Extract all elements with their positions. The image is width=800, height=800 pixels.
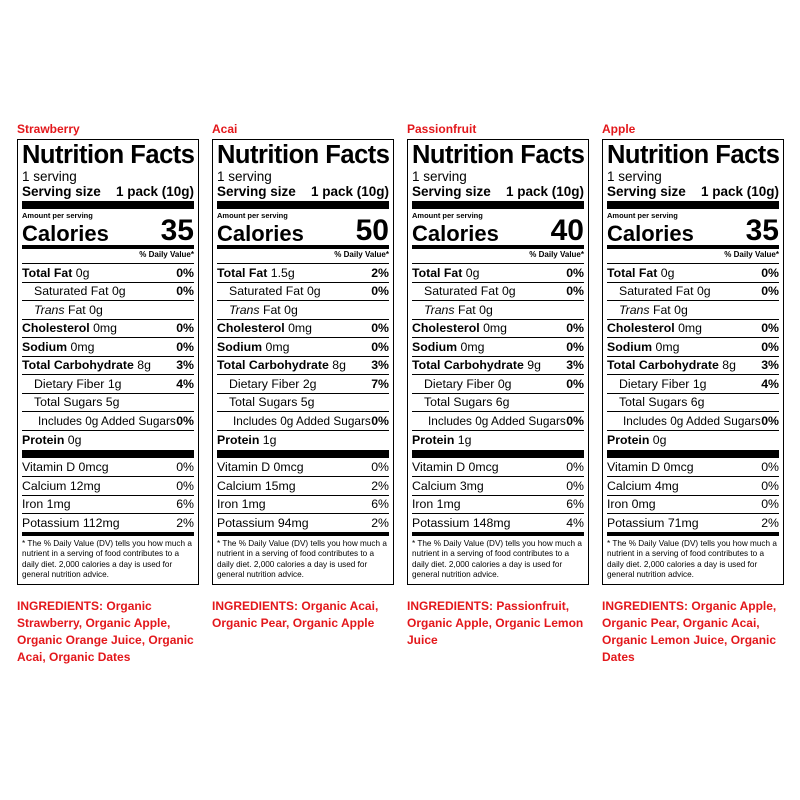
cholesterol-row bbox=[22, 320, 194, 339]
daily-value-footnote: * The % Daily Value (DV) tells you how much a nutrient in a serving of food contributes to a daily diet. 2,000 calories a day is used for general nutrition advice. bbox=[22, 538, 192, 579]
total-sugars-label: Total Sugars bbox=[34, 395, 103, 410]
calories-value: 40 bbox=[550, 214, 584, 247]
added-sugars-amount: 0g bbox=[85, 413, 99, 428]
potassium-amount: 148mg bbox=[472, 515, 511, 530]
amount-per-serving: Amount per serving bbox=[22, 211, 93, 220]
added-sugars-label: Added Sugars bbox=[491, 413, 566, 428]
protein-label: Protein bbox=[22, 433, 65, 447]
protein-label: Protein bbox=[412, 433, 455, 447]
iron-dv: 0% bbox=[761, 497, 779, 512]
iron-dv: 6% bbox=[371, 497, 389, 512]
ingredients-prefix: INGREDIENTS: bbox=[212, 598, 299, 613]
added-sugars-dv: 0% bbox=[566, 413, 584, 428]
nutrition-facts-panel bbox=[407, 139, 589, 585]
saturated-fat-row bbox=[22, 283, 194, 302]
added-sugars-row bbox=[217, 412, 389, 431]
saturated-fat-dv: 0% bbox=[566, 284, 584, 299]
potassium-amount: 71mg bbox=[667, 515, 699, 530]
vitamin-d-amount: 0mcg bbox=[78, 459, 109, 474]
vitamin-d-label: Vitamin D bbox=[607, 459, 661, 474]
calcium-label: Calcium bbox=[412, 478, 457, 493]
cholesterol-dv: 0% bbox=[176, 321, 194, 336]
potassium-label: Potassium bbox=[607, 515, 665, 530]
saturated-fat-dv: 0% bbox=[371, 284, 389, 299]
vitamin-d-label: Vitamin D bbox=[412, 459, 466, 474]
total-carbohydrate-amount: 8g bbox=[332, 358, 346, 373]
dietary-fiber-label: Dietary Fiber bbox=[424, 376, 495, 391]
sodium-label: Sodium bbox=[607, 339, 653, 354]
calcium-label: Calcium bbox=[607, 478, 652, 493]
nutrition-facts-title: Nutrition Facts bbox=[22, 141, 195, 169]
total-carbohydrate-label: Total Carbohydrate bbox=[217, 358, 329, 373]
servings-per-container: 1 serving bbox=[217, 169, 272, 184]
total-fat-dv: 0% bbox=[761, 265, 779, 280]
cholesterol-amount: 0mg bbox=[93, 321, 117, 336]
added-sugars-row bbox=[22, 412, 194, 431]
iron-amount: 0mg bbox=[631, 497, 656, 512]
vitamin-d-amount: 0mcg bbox=[663, 459, 694, 474]
includes-label: Includes bbox=[623, 413, 667, 428]
ingredients-list: Passionfruit, Organic Apple, Organic Lemon Juice bbox=[407, 598, 584, 647]
nutrition-facts-panel bbox=[17, 139, 199, 585]
calories-value: 35 bbox=[745, 214, 779, 247]
ingredients-list: Organic Apple, Organic Pear, Organic Acai, Organic Lemon Juice, Organic Dates bbox=[602, 598, 777, 664]
protein-amount: 0g bbox=[652, 433, 667, 447]
protein-row bbox=[412, 431, 584, 458]
calories-label: Calories bbox=[607, 221, 694, 246]
saturated-fat-amount: 0g bbox=[306, 284, 321, 299]
ingredients-prefix: INGREDIENTS: bbox=[17, 598, 104, 613]
cholesterol-label: Cholesterol bbox=[217, 321, 285, 336]
dietary-fiber-label: Dietary Fiber bbox=[34, 376, 105, 391]
trans-fat-suffix: Fat bbox=[64, 302, 86, 317]
potassium-row bbox=[22, 514, 194, 536]
protein-row bbox=[607, 431, 779, 458]
cholesterol-amount: 0mg bbox=[678, 321, 702, 336]
sodium-row bbox=[412, 338, 584, 357]
sodium-label: Sodium bbox=[217, 339, 263, 354]
potassium-label: Potassium bbox=[22, 515, 80, 530]
iron-amount: 1mg bbox=[46, 497, 71, 512]
dietary-fiber-amount: 2g bbox=[302, 376, 317, 391]
added-sugars-label: Added Sugars bbox=[101, 413, 176, 428]
iron-row bbox=[22, 496, 194, 515]
total-sugars-label: Total Sugars bbox=[619, 395, 688, 410]
ingredients-text bbox=[602, 598, 792, 666]
saturated-fat-row bbox=[607, 283, 779, 302]
saturated-fat-dv: 0% bbox=[761, 284, 779, 299]
sodium-dv: 0% bbox=[566, 339, 584, 354]
calcium-dv: 0% bbox=[566, 478, 584, 493]
nutrition-facts-title: Nutrition Facts bbox=[412, 141, 585, 169]
iron-dv: 6% bbox=[566, 497, 584, 512]
trans-fat-suffix: Fat bbox=[259, 302, 281, 317]
dietary-fiber-amount: 0g bbox=[497, 376, 512, 391]
sodium-amount: 0mg bbox=[460, 339, 485, 354]
calories-label: Calories bbox=[412, 221, 499, 246]
total-sugars-amount: 6g bbox=[690, 395, 705, 410]
serving-size-label: Serving size bbox=[607, 184, 686, 199]
saturated-fat-dv: 0% bbox=[176, 284, 194, 299]
vitamin-d-amount: 0mcg bbox=[468, 459, 499, 474]
total-carbohydrate-label: Total Carbohydrate bbox=[22, 358, 134, 373]
product-column bbox=[602, 122, 784, 666]
sodium-amount: 0mg bbox=[265, 339, 290, 354]
nutrition-facts-panel bbox=[602, 139, 784, 585]
calcium-label: Calcium bbox=[217, 478, 262, 493]
serving-size-row bbox=[217, 184, 389, 209]
dietary-fiber-dv: 7% bbox=[371, 376, 389, 391]
total-carbohydrate-dv: 3% bbox=[371, 358, 389, 373]
calcium-row bbox=[607, 477, 779, 496]
serving-size-row bbox=[22, 184, 194, 209]
sodium-dv: 0% bbox=[176, 339, 194, 354]
total-fat-row bbox=[22, 264, 194, 283]
trans-fat-amount: 0g bbox=[479, 302, 493, 317]
nutrition-facts-title: Nutrition Facts bbox=[607, 141, 780, 169]
serving-size-label: Serving size bbox=[217, 184, 296, 199]
iron-amount: 1mg bbox=[436, 497, 461, 512]
total-carbohydrate-amount: 8g bbox=[137, 358, 151, 373]
trans-fat-amount: 0g bbox=[674, 302, 688, 317]
product-column bbox=[212, 122, 394, 632]
nutrition-facts-panel bbox=[212, 139, 394, 585]
iron-amount: 1mg bbox=[241, 497, 266, 512]
calcium-amount: 12mg bbox=[69, 478, 101, 493]
calcium-row bbox=[22, 477, 194, 496]
daily-value-header: % Daily Value* bbox=[22, 249, 194, 264]
total-fat-row bbox=[217, 264, 389, 283]
potassium-dv: 2% bbox=[761, 515, 779, 530]
trans-fat-row bbox=[412, 301, 584, 320]
trans-fat-row bbox=[607, 301, 779, 320]
potassium-amount: 94mg bbox=[277, 515, 309, 530]
dietary-fiber-label: Dietary Fiber bbox=[229, 376, 300, 391]
vitamin-d-label: Vitamin D bbox=[217, 459, 271, 474]
potassium-dv: 2% bbox=[176, 515, 194, 530]
total-fat-amount: 0g bbox=[660, 265, 675, 280]
added-sugars-row bbox=[412, 412, 584, 431]
sodium-row bbox=[22, 338, 194, 357]
potassium-dv: 2% bbox=[371, 515, 389, 530]
trans-label: Trans bbox=[229, 302, 260, 317]
daily-value-header: % Daily Value* bbox=[217, 249, 389, 264]
ingredients-text bbox=[212, 598, 402, 632]
added-sugars-amount: 0g bbox=[280, 413, 294, 428]
serving-size-value: 1 pack (10g) bbox=[505, 184, 584, 199]
calcium-row bbox=[412, 477, 584, 496]
dietary-fiber-row bbox=[607, 375, 779, 394]
total-sugars-amount: 5g bbox=[300, 395, 315, 410]
ingredients-prefix: INGREDIENTS: bbox=[602, 598, 689, 613]
iron-row bbox=[412, 496, 584, 515]
trans-label: Trans bbox=[34, 302, 65, 317]
trans-fat-suffix: Fat bbox=[649, 302, 671, 317]
cholesterol-amount: 0mg bbox=[483, 321, 507, 336]
ingredients-text bbox=[17, 598, 207, 666]
calcium-dv: 2% bbox=[371, 478, 389, 493]
product-column bbox=[407, 122, 589, 649]
amount-per-serving: Amount per serving bbox=[217, 211, 288, 220]
cholesterol-label: Cholesterol bbox=[607, 321, 675, 336]
iron-row bbox=[217, 496, 389, 515]
sodium-amount: 0mg bbox=[70, 339, 95, 354]
dietary-fiber-row bbox=[22, 375, 194, 394]
total-fat-dv: 0% bbox=[176, 265, 194, 280]
saturated-fat-amount: 0g bbox=[501, 284, 516, 299]
total-carbohydrate-row bbox=[22, 357, 194, 376]
total-fat-dv: 0% bbox=[566, 265, 584, 280]
flavor-name: Acai bbox=[212, 122, 238, 136]
vitamin-d-dv: 0% bbox=[761, 459, 779, 474]
vitamin-d-amount: 0mcg bbox=[273, 459, 304, 474]
serving-size-row bbox=[607, 184, 779, 209]
total-sugars-label: Total Sugars bbox=[229, 395, 298, 410]
product-column bbox=[17, 122, 199, 666]
saturated-fat-amount: 0g bbox=[696, 284, 711, 299]
serving-size-value: 1 pack (10g) bbox=[310, 184, 389, 199]
daily-value-footnote: * The % Daily Value (DV) tells you how much a nutrient in a serving of food contributes to a daily diet. 2,000 calories a day is used for general nutrition advice. bbox=[607, 538, 777, 579]
calcium-amount: 3mg bbox=[459, 478, 484, 493]
amount-per-serving: Amount per serving bbox=[412, 211, 483, 220]
daily-value-header: % Daily Value* bbox=[607, 249, 779, 264]
cholesterol-dv: 0% bbox=[566, 321, 584, 336]
potassium-label: Potassium bbox=[217, 515, 275, 530]
trans-fat-suffix: Fat bbox=[454, 302, 476, 317]
iron-label: Iron bbox=[22, 497, 44, 512]
cholesterol-row bbox=[412, 320, 584, 339]
iron-dv: 6% bbox=[176, 497, 194, 512]
saturated-fat-row bbox=[412, 283, 584, 302]
vitamin-d-dv: 0% bbox=[371, 459, 389, 474]
trans-label: Trans bbox=[424, 302, 455, 317]
amount-per-serving: Amount per serving bbox=[607, 211, 678, 220]
dietary-fiber-dv: 0% bbox=[566, 376, 584, 391]
sodium-dv: 0% bbox=[761, 339, 779, 354]
total-sugars-row bbox=[217, 394, 389, 413]
potassium-label: Potassium bbox=[412, 515, 470, 530]
saturated-fat-label: Saturated Fat bbox=[229, 284, 304, 299]
saturated-fat-amount: 0g bbox=[111, 284, 126, 299]
includes-label: Includes bbox=[38, 413, 82, 428]
total-fat-dv: 2% bbox=[371, 265, 389, 280]
cholesterol-dv: 0% bbox=[761, 321, 779, 336]
total-sugars-amount: 6g bbox=[495, 395, 510, 410]
total-fat-label: Total Fat bbox=[607, 265, 658, 280]
saturated-fat-label: Saturated Fat bbox=[424, 284, 499, 299]
added-sugars-dv: 0% bbox=[176, 413, 194, 428]
dietary-fiber-amount: 1g bbox=[692, 376, 707, 391]
added-sugars-dv: 0% bbox=[761, 413, 779, 428]
potassium-row bbox=[412, 514, 584, 536]
cholesterol-amount: 0mg bbox=[288, 321, 312, 336]
ingredients-list: Organic Acai, Organic Pear, Organic Apple bbox=[212, 598, 379, 630]
total-fat-label: Total Fat bbox=[22, 265, 73, 280]
daily-value-footnote: * The % Daily Value (DV) tells you how much a nutrient in a serving of food contributes to a daily diet. 2,000 calories a day is used for general nutrition advice. bbox=[217, 538, 387, 579]
trans-fat-amount: 0g bbox=[89, 302, 103, 317]
total-sugars-row bbox=[412, 394, 584, 413]
total-fat-amount: 1.5g bbox=[270, 265, 295, 280]
serving-size-value: 1 pack (10g) bbox=[700, 184, 779, 199]
total-carbohydrate-label: Total Carbohydrate bbox=[607, 358, 719, 373]
vitamin-d-row bbox=[217, 458, 389, 478]
calories-label: Calories bbox=[22, 221, 109, 246]
protein-amount: 0g bbox=[67, 433, 82, 447]
servings-per-container: 1 serving bbox=[412, 169, 467, 184]
added-sugars-row bbox=[607, 412, 779, 431]
potassium-dv: 4% bbox=[566, 515, 584, 530]
iron-label: Iron bbox=[217, 497, 239, 512]
daily-value-footnote: * The % Daily Value (DV) tells you how much a nutrient in a serving of food contributes to a daily diet. 2,000 calories a day is used for general nutrition advice. bbox=[412, 538, 582, 579]
serving-size-row bbox=[412, 184, 584, 209]
dietary-fiber-dv: 4% bbox=[761, 376, 779, 391]
ingredients-list: Organic Strawberry, Organic Apple, Organic Orange Juice, Organic Acai, Organic Dates bbox=[17, 598, 194, 664]
serving-size-label: Serving size bbox=[22, 184, 101, 199]
cholesterol-label: Cholesterol bbox=[22, 321, 90, 336]
potassium-row bbox=[607, 514, 779, 536]
vitamin-d-row bbox=[22, 458, 194, 478]
sodium-dv: 0% bbox=[371, 339, 389, 354]
total-sugars-row bbox=[607, 394, 779, 413]
trans-fat-amount: 0g bbox=[284, 302, 298, 317]
cholesterol-dv: 0% bbox=[371, 321, 389, 336]
added-sugars-label: Added Sugars bbox=[296, 413, 371, 428]
total-fat-amount: 0g bbox=[75, 265, 90, 280]
ingredients-text bbox=[407, 598, 597, 649]
saturated-fat-label: Saturated Fat bbox=[619, 284, 694, 299]
dietary-fiber-row bbox=[412, 375, 584, 394]
iron-label: Iron bbox=[607, 497, 629, 512]
total-fat-row bbox=[607, 264, 779, 283]
calories-label: Calories bbox=[217, 221, 304, 246]
calcium-dv: 0% bbox=[761, 478, 779, 493]
sodium-label: Sodium bbox=[412, 339, 458, 354]
flavor-name: Passionfruit bbox=[407, 122, 477, 136]
total-carbohydrate-amount: 9g bbox=[527, 358, 541, 373]
calcium-label: Calcium bbox=[22, 478, 67, 493]
dietary-fiber-label: Dietary Fiber bbox=[619, 376, 690, 391]
servings-per-container: 1 serving bbox=[22, 169, 77, 184]
cholesterol-row bbox=[217, 320, 389, 339]
vitamin-d-dv: 0% bbox=[566, 459, 584, 474]
vitamin-d-row bbox=[412, 458, 584, 478]
total-carbohydrate-dv: 3% bbox=[761, 358, 779, 373]
nutrition-facts-title: Nutrition Facts bbox=[217, 141, 390, 169]
added-sugars-label: Added Sugars bbox=[686, 413, 761, 428]
total-carbohydrate-amount: 8g bbox=[722, 358, 736, 373]
total-sugars-amount: 5g bbox=[105, 395, 120, 410]
total-fat-amount: 0g bbox=[465, 265, 480, 280]
total-sugars-row bbox=[22, 394, 194, 413]
added-sugars-amount: 0g bbox=[670, 413, 684, 428]
calcium-row bbox=[217, 477, 389, 496]
total-carbohydrate-dv: 3% bbox=[176, 358, 194, 373]
calcium-amount: 4mg bbox=[654, 478, 679, 493]
cholesterol-label: Cholesterol bbox=[412, 321, 480, 336]
sodium-row bbox=[217, 338, 389, 357]
serving-size-label: Serving size bbox=[412, 184, 491, 199]
potassium-row bbox=[217, 514, 389, 536]
iron-label: Iron bbox=[412, 497, 434, 512]
trans-fat-row bbox=[217, 301, 389, 320]
protein-row bbox=[217, 431, 389, 458]
trans-label: Trans bbox=[619, 302, 650, 317]
total-carbohydrate-row bbox=[607, 357, 779, 376]
total-carbohydrate-row bbox=[412, 357, 584, 376]
vitamin-d-dv: 0% bbox=[176, 459, 194, 474]
saturated-fat-label: Saturated Fat bbox=[34, 284, 109, 299]
serving-size-value: 1 pack (10g) bbox=[115, 184, 194, 199]
flavor-name: Strawberry bbox=[17, 122, 80, 136]
total-carbohydrate-label: Total Carbohydrate bbox=[412, 358, 524, 373]
calcium-amount: 15mg bbox=[264, 478, 296, 493]
saturated-fat-row bbox=[217, 283, 389, 302]
sodium-label: Sodium bbox=[22, 339, 68, 354]
cholesterol-row bbox=[607, 320, 779, 339]
iron-row bbox=[607, 496, 779, 515]
protein-amount: 1g bbox=[457, 433, 472, 447]
protein-amount: 1g bbox=[262, 433, 277, 447]
total-fat-label: Total Fat bbox=[217, 265, 268, 280]
added-sugars-dv: 0% bbox=[371, 413, 389, 428]
total-fat-label: Total Fat bbox=[412, 265, 463, 280]
total-sugars-label: Total Sugars bbox=[424, 395, 493, 410]
calories-value: 35 bbox=[160, 214, 194, 247]
dietary-fiber-row bbox=[217, 375, 389, 394]
sodium-row bbox=[607, 338, 779, 357]
protein-row bbox=[22, 431, 194, 458]
dietary-fiber-dv: 4% bbox=[176, 376, 194, 391]
total-carbohydrate-row bbox=[217, 357, 389, 376]
flavor-name: Apple bbox=[602, 122, 636, 136]
calcium-dv: 0% bbox=[176, 478, 194, 493]
sodium-amount: 0mg bbox=[655, 339, 680, 354]
vitamin-d-row bbox=[607, 458, 779, 478]
servings-per-container: 1 serving bbox=[607, 169, 662, 184]
potassium-amount: 112mg bbox=[82, 515, 120, 530]
protein-label: Protein bbox=[607, 433, 650, 447]
calories-value: 50 bbox=[355, 214, 389, 247]
vitamin-d-label: Vitamin D bbox=[22, 459, 76, 474]
total-carbohydrate-dv: 3% bbox=[566, 358, 584, 373]
daily-value-header: % Daily Value* bbox=[412, 249, 584, 264]
includes-label: Includes bbox=[428, 413, 472, 428]
trans-fat-row bbox=[22, 301, 194, 320]
ingredients-prefix: INGREDIENTS: bbox=[407, 598, 494, 613]
added-sugars-amount: 0g bbox=[475, 413, 489, 428]
includes-label: Includes bbox=[233, 413, 277, 428]
dietary-fiber-amount: 1g bbox=[107, 376, 122, 391]
total-fat-row bbox=[412, 264, 584, 283]
protein-label: Protein bbox=[217, 433, 260, 447]
